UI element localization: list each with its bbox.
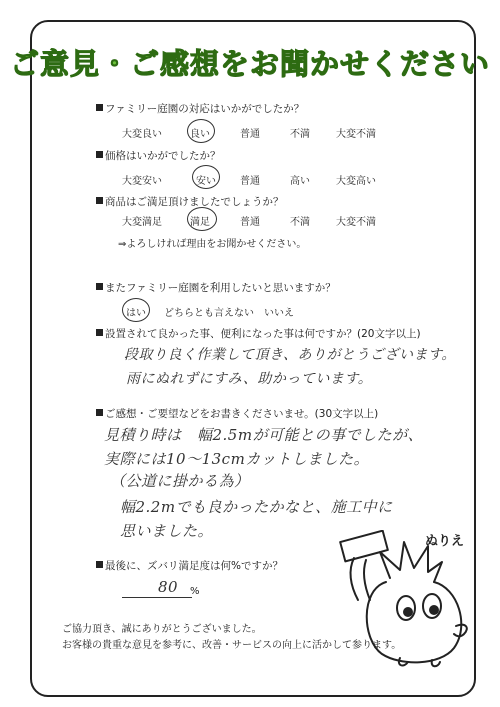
answer-underline <box>122 597 192 598</box>
square-bullet-icon <box>96 329 103 336</box>
answer-line: 思いました。 <box>120 522 214 540</box>
option-very-satisfied[interactable]: 大変満足 <box>122 217 162 228</box>
option-neither[interactable]: どちらとも言えない <box>164 308 254 319</box>
option-very-good[interactable]: 大変良い <box>122 129 162 140</box>
option-very-unsatisfied[interactable]: 大変不満 <box>336 129 376 140</box>
answer-line: 段取り良く作業して頂き、ありがとうございます。 <box>124 347 456 363</box>
question-product: 商品はご満足頂けましたでしょうか？ <box>96 194 284 209</box>
selected-circle-mark <box>187 207 217 231</box>
square-bullet-icon <box>96 197 103 204</box>
onion-mascot-icon <box>320 530 480 670</box>
page-title: ご意見・ご感想をお聞かせください <box>9 47 490 81</box>
option-yes[interactable]: はい <box>126 308 146 319</box>
option-no[interactable]: いいえ <box>264 308 294 319</box>
reason-note: ⇒よろしければ理由をお聞かせください。 <box>118 239 307 250</box>
option-normal[interactable]: 普通 <box>240 217 260 228</box>
answer-line: （公道に掛かる為） <box>110 472 250 490</box>
square-bullet-icon <box>96 283 103 290</box>
selected-circle-mark <box>187 119 215 143</box>
option-unsatisfied[interactable]: 不満 <box>290 129 310 140</box>
option-expensive[interactable]: 高い <box>290 176 310 187</box>
answer-line: 見積り時は 幅2.5mが可能との事でしたが、 <box>104 426 424 444</box>
question-price: 価格はいかがでしたか？ <box>96 148 221 163</box>
option-very-cheap[interactable]: 大変安い <box>122 176 162 187</box>
question-satisfaction: 最後に、ズバリ満足度は何%ですか？ <box>96 558 283 573</box>
selected-circle-mark <box>122 298 150 322</box>
answer-line: 幅2.2mでも良かったかなと、施工中に <box>120 498 393 516</box>
question-good-points: 設置されて良かった事、便利になった事は何ですか？(20文字以上) <box>96 326 421 341</box>
mascot-label: ぬりえ <box>425 534 465 549</box>
option-very-expensive[interactable]: 大変高い <box>336 176 376 187</box>
answer-line: 雨にぬれずにすみ、助かっています。 <box>126 371 373 387</box>
selected-circle-mark <box>192 165 220 189</box>
option-normal[interactable]: 普通 <box>240 129 260 140</box>
satisfaction-value: 80 <box>158 578 179 596</box>
square-bullet-icon <box>96 561 103 568</box>
footer-message: お客様の貴重な意見を参考に、改善・サービスの向上に活かして参ります。 <box>62 640 402 651</box>
option-good[interactable]: 良い <box>190 129 210 140</box>
question-reuse: またファミリー庭園を利用したいと思いますか？ <box>96 280 336 295</box>
option-normal[interactable]: 普通 <box>240 176 260 187</box>
percent-unit: % <box>190 586 200 597</box>
question-comments: ご感想・ご要望などをお書きくださいませ。(30文字以上) <box>96 406 378 421</box>
square-bullet-icon <box>96 151 103 158</box>
option-very-unsatisfied[interactable]: 大変不満 <box>336 217 376 228</box>
question-service: ファミリー庭園の対応はいかがでしたか？ <box>96 101 304 116</box>
footer-thanks: ご協力頂き、誠にありがとうございました。 <box>62 624 262 635</box>
square-bullet-icon <box>96 409 103 416</box>
option-cheap[interactable]: 安い <box>196 176 216 187</box>
answer-line: 実際には10～13cmカットしました。 <box>104 450 370 468</box>
option-unsatisfied[interactable]: 不満 <box>290 217 310 228</box>
square-bullet-icon <box>96 104 103 111</box>
option-satisfied[interactable]: 満足 <box>190 217 210 228</box>
